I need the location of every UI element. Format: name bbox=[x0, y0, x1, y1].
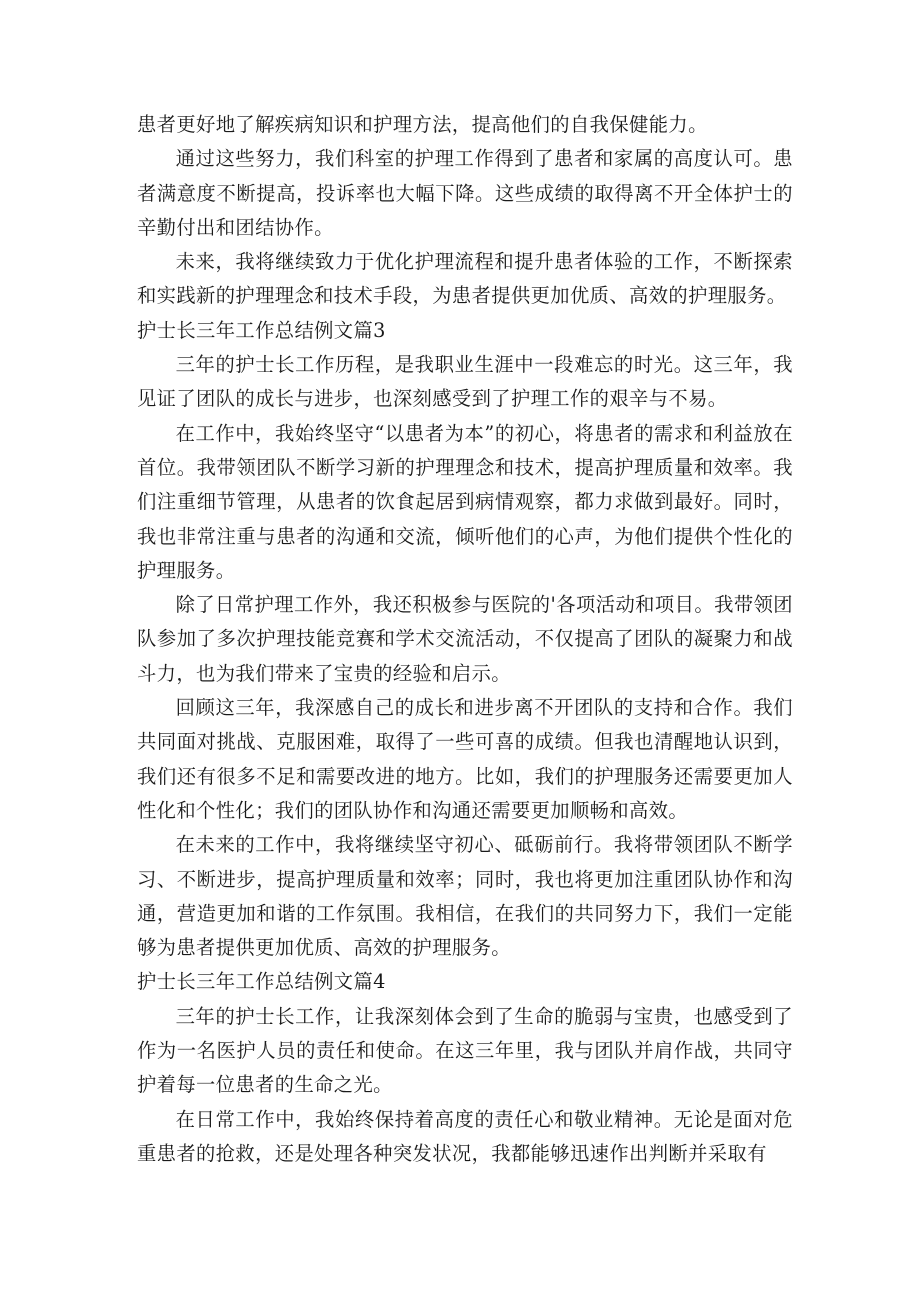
paragraph: 除了日常护理工作外，我还积极参与医院的'各项活动和项目。我带领团队参加了多次护理技能竞赛和学术交流活动，不仅提高了团队的凝聚力和战斗力，也为我们带来了宝贵的经验和启示。 bbox=[137, 593, 793, 685]
section-heading-4: 护士长三年工作总结例文篇4 bbox=[137, 970, 386, 994]
paragraph: 三年的护士长工作历程，是我职业生涯中一段难忘的时光。这三年，我见证了团队的成长与进步，也深刻感受到了护理工作的艰辛与不易。 bbox=[137, 353, 793, 411]
paragraph: 在日常工作中，我始终保持着高度的责任心和敬业精神。无论是面对危重患者的抢救，还是处理各种突发状况，我都能够迅速作出判断并采取有 bbox=[137, 1107, 793, 1165]
paragraph: 回顾这三年，我深感自己的成长和进步离不开团队的支持和合作。我们共同面对挑战、克服困难，取得了一些可喜的成绩。但我也清醒地认识到，我们还有很多不足和需要改进的地方。比如，我们的护理服务还需要更加人性化和个性化；我们的团队协作和沟通还需要更加顺畅和高效。 bbox=[137, 696, 793, 822]
paragraph: 通过这些努力，我们科室的护理工作得到了患者和家属的高度认可。患者满意度不断提高，投诉率也大幅下降。这些成绩的取得离不开全体护士的辛勤付出和团结协作。 bbox=[137, 147, 793, 239]
paragraph: 在工作中，我始终坚守“以患者为本”的初心，将患者的需求和利益放在首位。我带领团队不断学习新的护理理念和技术，提高护理质量和效率。我们注重细节管理，从患者的饮食起居到病情观察，都力求做到最好。同时，我也非常注重与患者的沟通和交流，倾听他们的心声，为他们提供个性化的护理服务。 bbox=[137, 421, 793, 582]
paragraph: 未来，我将继续致力于优化护理流程和提升患者体验的工作，不断探索和实践新的护理理念和技术手段，为患者提供更加优质、高效的护理服务。 bbox=[137, 250, 793, 308]
paragraph: 在未来的工作中，我将继续坚守初心、砥砺前行。我将带领团队不断学习、不断进步，提高护理质量和效率；同时，我也将更加注重团队协作和沟通，营造更加和谐的工作氛围。我相信，在我们的共同努力下，我们一定能够为患者提供更加优质、高效的护理服务。 bbox=[137, 833, 793, 960]
section-heading-3: 护士长三年工作总结例文篇3 bbox=[137, 318, 386, 342]
paragraph: 三年的护士长工作，让我深刻体会到了生命的脆弱与宝贵，也感受到了作为一名医护人员的责任和使命。在这三年里，我与团队并肩作战，共同守护着每一位患者的生命之光。 bbox=[137, 1004, 793, 1097]
paragraph-continuation: 患者更好地了解疾病知识和护理方法，提高他们的自我保健能力。 bbox=[137, 113, 708, 136]
document-body bbox=[137, 108, 793, 1171]
